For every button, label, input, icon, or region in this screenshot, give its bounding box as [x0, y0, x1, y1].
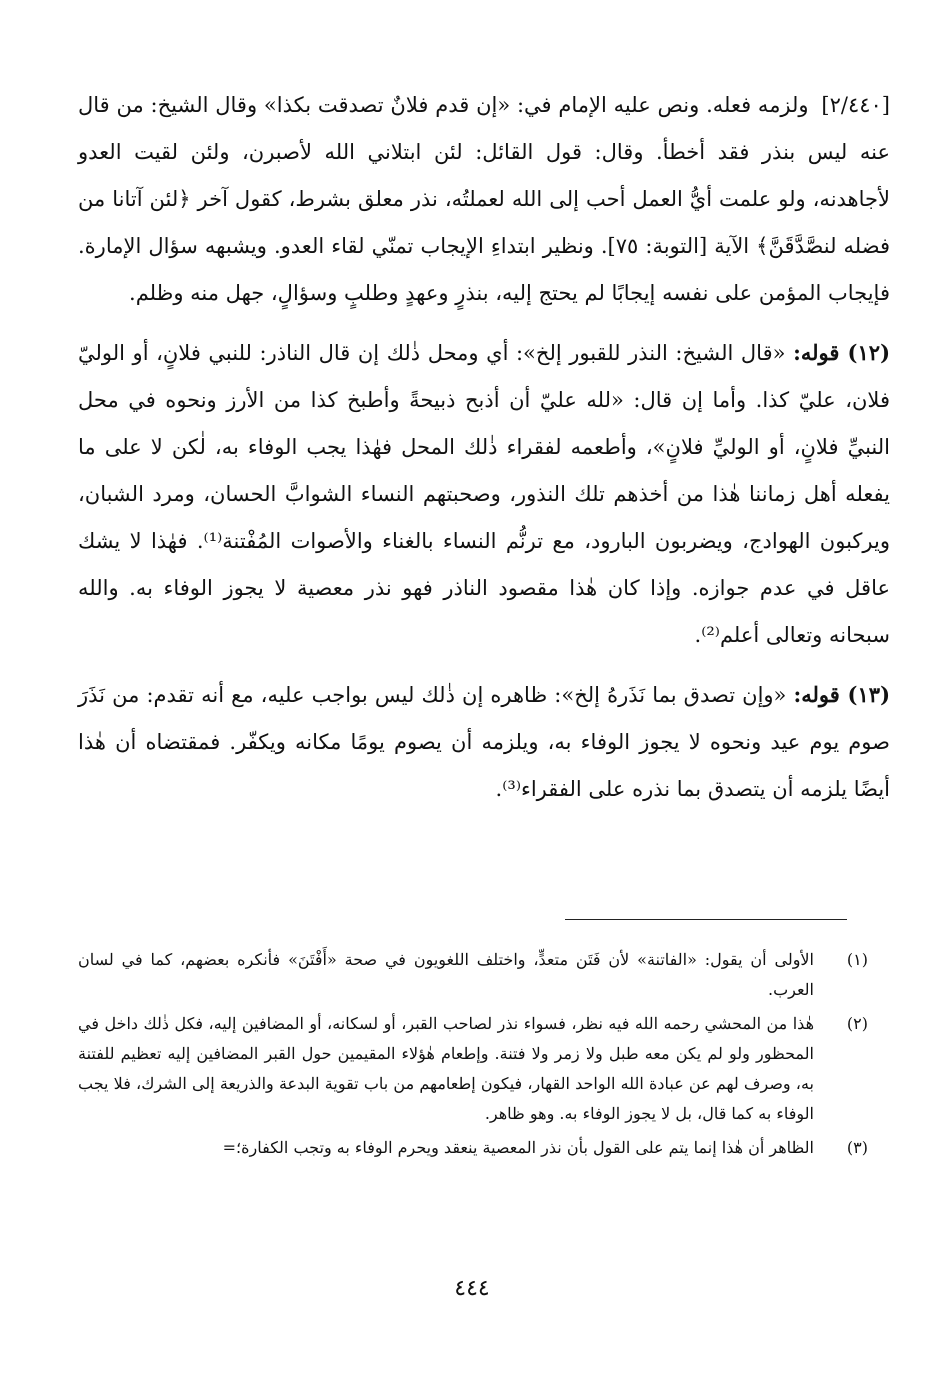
main-text	[78, 82, 890, 813]
page-number: ٤٤٤	[454, 1276, 490, 1301]
footnote-1	[78, 945, 868, 1005]
footnotes	[78, 945, 868, 1167]
footnote-text: هٰذا من المحشي رحمه الله فيه نظر، فسواء نذر لصاحب القبر، أو لسكانه، أو المضافين إليه، فكل ذٰلك داخل في المحظور ولو لم يكن معه طبل ولا زمر ولا فتنة. وإطعام هٰؤلاء المقيمين حول القبر المضافين إليه تعظيم للفتنة به، وصرف لهم عن عبادة الله الواحد القهار، فيكون إطعامهم من باب تقوية البدعة والذريعة إلى الشرك، فلا يجب الوفاء به كما قال، بل لا يجوز الوفاء به. وهو ظاهر.	[78, 1014, 815, 1123]
paragraph-12	[78, 329, 890, 659]
paragraph-lead: (١٢) قوله:	[793, 340, 890, 365]
footnote-number: (٢)	[846, 1014, 868, 1033]
footnote-number: (١)	[846, 950, 868, 969]
footnote-text: الأولى أن يقول: «الفاتنة» لأن فَتَن متعدٍّ، واختلف اللغويون في صحة «أَفْتَنَ» فأنكره بعضهم، كما في لسان العرب.	[78, 950, 814, 999]
footnote-separator	[565, 919, 847, 920]
paragraph-text: ولزمه فعله. ونص عليه الإمام في: «إن قدم فلانٌ تصدقت بكذا» وقال الشيخ: من قال عنه ليس بنذر فقد أخطأ. وقال: قول القائل: لئن ابتلاني الله لأصبرن، ولئن لقيت العدو لأجاهدنه، ولو علمت أيُّ العمل أحب إلى الله لعملتُه، نذر معلق بشرط، كقول آخر ﴿لئن آتانا من فضله لنصَّدَّقَنَّ﴾ الآية [التوبة: ٧٥]. ونظير ابتداءِ الإيجاب تمنّي لقاء العدو. ويشبهه سؤال الإمارة. فإيجاب المؤمن على نفسه إيجابًا لم يحتج إليه، بنذرٍ وعهدٍ وطلبٍ وسؤالٍ، جهل منه وظلم.	[78, 93, 890, 305]
footnote-3	[78, 1133, 868, 1163]
paragraph-text: «وإن تصدق بما نَذَرهُ إلخ»: ظاهره إن ذٰلك ليس بواجب عليه، مع أنه تقدم: من نَذَرَ صوم يوم عيد ونحوه لا يجوز الوفاء به، ويلزمه أن يصوم يومًا مكانه ويكفّر. فمقتضاه أن هٰذا أيضًا يلزمه أن يتصدق بما نذره على الفقراء⁽³⁾.	[78, 683, 890, 801]
footnote-2	[78, 1009, 868, 1129]
paragraph-continuation	[78, 82, 890, 317]
volume-page-marker: [٢/٤٤٠]	[821, 93, 890, 117]
paragraph-13	[78, 671, 890, 813]
paragraph-lead: (١٣) قوله:	[793, 682, 890, 707]
footnote-number: (٣)	[846, 1138, 868, 1157]
footnote-text: الظاهر أن هٰذا إنما يتم على القول بأن نذر المعصية ينعقد ويحرم الوفاء به وتجب الكفارة؛=	[222, 1138, 814, 1157]
paragraph-text: «قال الشيخ: النذر للقبور إلخ»: أي ومحل ذٰلك إن قال الناذر: للنبي فلانٍ، أو الوليّ فلان، عليّ كذا. وأما إن قال: «لله عليّ أن أذبح ذبيحةً وأطبخ كذا من الأرز ونحوه في محل النبيِّ فلانٍ، أو الوليِّ فلانٍ»، وأطعمه لفقراء ذٰلك المحل فهٰذا يجب الوفاء به، لٰكن لا على ما يفعله أهل زماننا هٰذا من أخذهم تلك النذور، وصحبتهم النساء الشوابَّ الحسان، ومرد الشبان، ويركبون الهوادج، ويضربون البارود، مع ترنُّم النساء بالغناء والأصوات المُفْتنة⁽¹⁾. فهٰذا لا يشك عاقل في عدم جوازه. وإذا كان هٰذا مقصود الناذر فهو نذر معصية لا يجوز الوفاء به. والله سبحانه وتعالى أعلم⁽²⁾.	[78, 341, 890, 647]
